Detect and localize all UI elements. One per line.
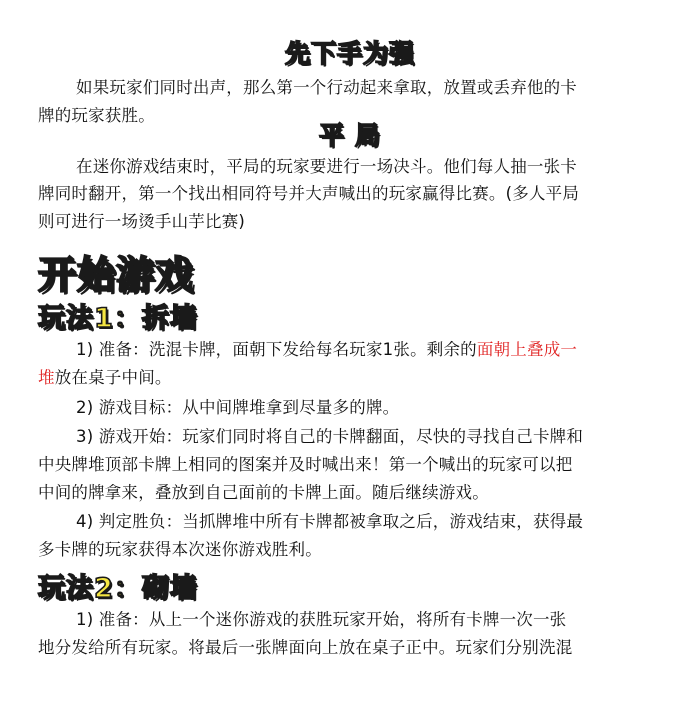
text-line: 多卡牌的玩家获得本次迷你游戏胜利。 bbox=[38, 540, 322, 559]
text-span: 1) 准备：洗混卡牌，面朝下发给每名玩家1张。剩余的 bbox=[76, 340, 477, 359]
text-line: 4) 判定胜负：当抓牌堆中所有卡牌都被拿取之后，游戏结束，获得最 bbox=[76, 512, 584, 531]
text-line: 如果玩家们同时出声，那么第一个行动起来拿取，放置或丢弃他的卡 bbox=[76, 78, 577, 97]
text-line: 牌的玩家获胜。 bbox=[38, 106, 155, 125]
heading-mode-1: 玩法1：拆墙 bbox=[38, 303, 198, 334]
heading-mode-2: 玩法2：砌墙 bbox=[38, 573, 198, 604]
text-line bbox=[38, 368, 662, 388]
text-line: 3) 游戏开始：玩家们同时将自己的卡牌翻面，尽快的寻找自己卡牌和 bbox=[76, 427, 584, 446]
highlight-text: 面朝上叠成一 bbox=[476, 340, 578, 359]
text-line: 地分发给所有玩家。将最后一张牌面向上放在桌子正中。玩家们分别洗混 bbox=[38, 638, 573, 657]
heading-start-game: 开始游戏 bbox=[38, 253, 195, 297]
text-line: 2) 游戏目标：从中间牌堆拿到尽量多的牌。 bbox=[76, 398, 400, 417]
text-line: 中央牌堆顶部卡牌上相同的图案并及时喊出来！第一个喊出的玩家可以把 bbox=[38, 455, 573, 474]
text-span: 放在桌子中间。 bbox=[54, 368, 172, 387]
text-line: 1) 准备：从上一个迷你游戏的获胜玩家开始，将所有卡牌一次一张 bbox=[76, 610, 567, 629]
highlight-text: 堆 bbox=[38, 368, 55, 387]
heading-first-hand: 先下手为强 bbox=[284, 39, 415, 68]
heading-tie: 平 局 bbox=[319, 121, 381, 150]
text-line bbox=[76, 340, 662, 360]
text-line: 牌同时翻开，第一个找出相同符号并大声喊出的玩家赢得比赛。(多人平局 bbox=[38, 184, 580, 203]
text-line: 在迷你游戏结束时，平局的玩家要进行一场决斗。他们每人抽一张卡 bbox=[76, 157, 577, 176]
text-line: 中间的牌拿来，叠放到自己面前的卡牌上面。随后继续游戏。 bbox=[38, 483, 489, 502]
text-line: 则可进行一场烫手山芋比赛) bbox=[38, 212, 246, 231]
